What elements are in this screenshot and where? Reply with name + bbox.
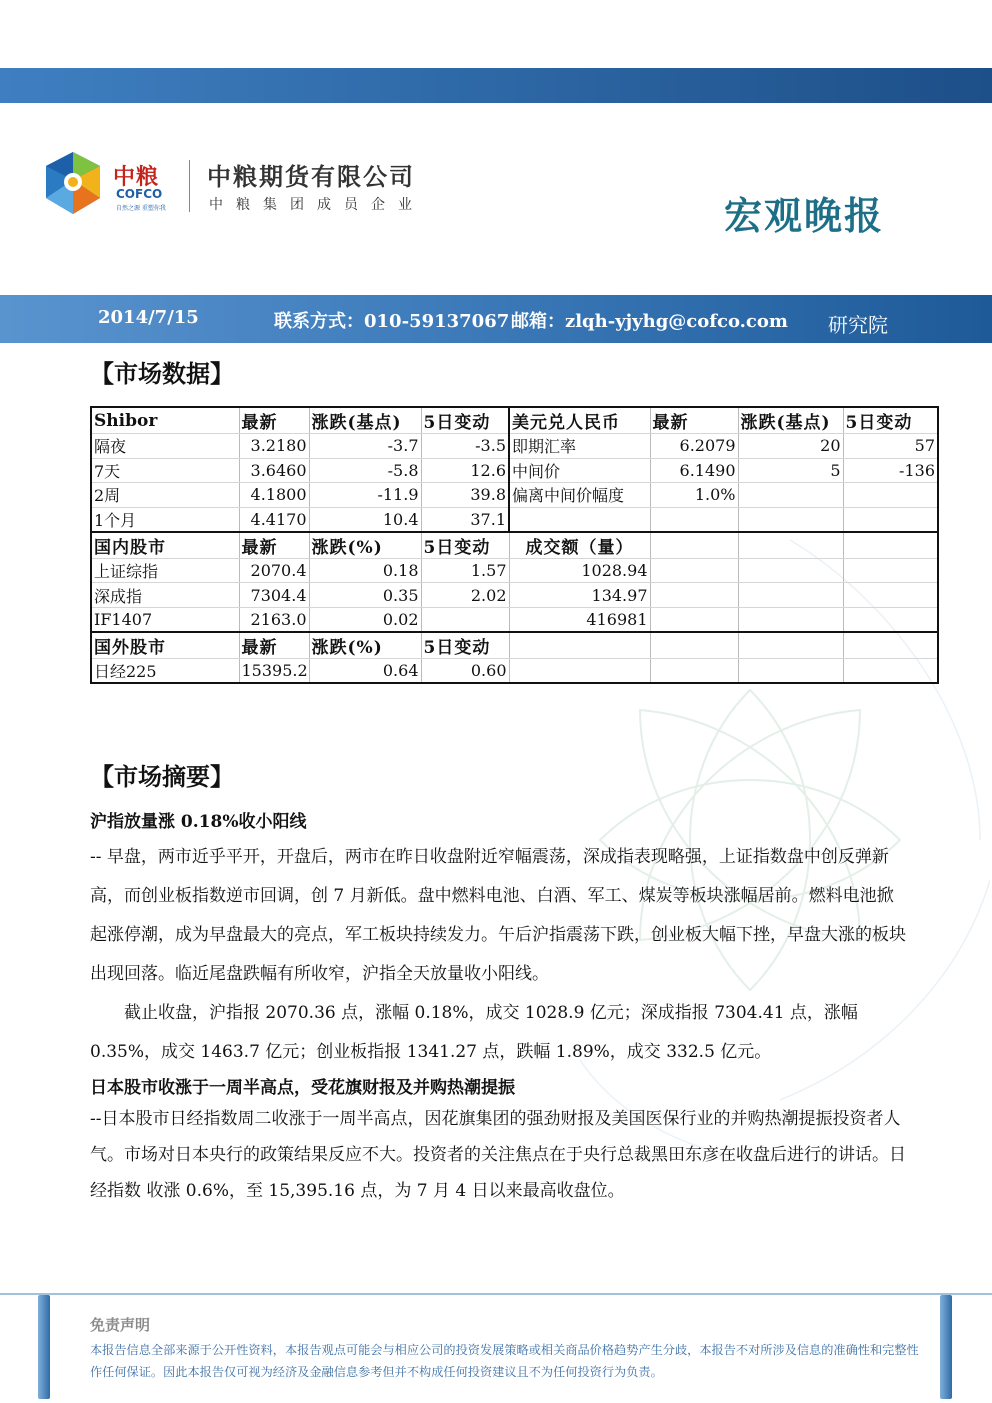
- footer-divider: [0, 1293, 992, 1295]
- table-cell: 3.2180: [239, 434, 309, 459]
- table-cell: -136: [843, 458, 938, 483]
- table-cell: 1.57: [421, 558, 509, 583]
- footer-right-bar: [940, 1295, 952, 1399]
- table-cell: 6.2079: [650, 434, 738, 459]
- table-cell: [650, 632, 738, 659]
- table-cell: 隔夜: [91, 434, 239, 459]
- summary-paragraph-1: -- 早盘，两市近乎平开，开盘后，两市在昨日收盘附近窄幅震荡，深成指表现略强，上证指数盘中创反弹新高，而创业板指数逆市回调，创 7 月新低。盘中燃料电池、白酒、军工、煤炭等板块涨幅居前。燃料电池掀起涨停潮，成为早盘最大的亮点，军工板块持续发力。午后沪指震荡下跌，创业板大幅下挫，早盘大涨的板块出现回落。临近尾盘跌幅有所收窄，沪指全天放量收小阳线。: [90, 847, 906, 984]
- table-cell: [843, 583, 938, 608]
- table-cell: -5.8: [309, 458, 421, 483]
- shibor-header: Shibor: [91, 407, 239, 434]
- table-cell: [421, 608, 509, 633]
- table-cell: 上证综指: [91, 558, 239, 583]
- table-cell: 4.4170: [239, 507, 309, 532]
- table-cell: 12.6: [421, 458, 509, 483]
- table-cell: [650, 532, 738, 559]
- table-row: [91, 558, 938, 583]
- summary-paragraph-2: 截止收盘，沪指报 2070.36 点，涨幅 0.18%，成交 1028.9 亿元；深成指报 7304.41 点，涨幅 0.35%，成交 1463.7 亿元；创业板指报 1341.27 点，跌幅 1.89%，成交 332.5 亿元。: [90, 1003, 858, 1062]
- logo-chinese-text: 中粮: [113, 165, 160, 190]
- market-summary-heading: 【市场摘要】: [90, 762, 234, 791]
- table-cell: [509, 507, 650, 532]
- table-cell: -11.9: [309, 483, 421, 508]
- table-cell: [650, 659, 738, 684]
- table-cell: [843, 608, 938, 633]
- company-subtitle: 中粮集团成员企业: [209, 197, 425, 213]
- table-cell: [509, 632, 650, 659]
- table-cell: [650, 608, 738, 633]
- table-cell: -3.5: [421, 434, 509, 459]
- table-row: [91, 458, 938, 483]
- table-cell: [843, 507, 938, 532]
- table-cell: 0.60: [421, 659, 509, 684]
- disclaimer-title: 免责声明: [90, 1316, 151, 1334]
- table-cell: [509, 659, 650, 684]
- usdcny-change-header: 涨跌(基点): [738, 407, 843, 434]
- cofco-logo-icon: [42, 150, 104, 216]
- table-cell: 7天: [91, 458, 239, 483]
- table-cell: 10.4: [309, 507, 421, 532]
- domestic-change-header: 涨跌(%): [309, 532, 421, 559]
- domestic-5d-header: 5日变动: [421, 532, 509, 559]
- table-cell: IF1407: [91, 608, 239, 633]
- table-row: [91, 434, 938, 459]
- table-cell: 0.35: [309, 583, 421, 608]
- table-cell: 深成指: [91, 583, 239, 608]
- table-row: [91, 583, 938, 608]
- shibor-5d-header: 5日变动: [421, 407, 509, 434]
- usdcny-5d-header: 5日变动: [843, 407, 938, 434]
- contact-email: 邮箱：zlqh-yjyhg@cofco.com: [511, 311, 788, 332]
- table-cell: [650, 507, 738, 532]
- table-cell: 2周: [91, 483, 239, 508]
- footer-left-bar: [38, 1295, 50, 1399]
- department-label: 研究院: [828, 313, 888, 337]
- table-cell: 3.6460: [239, 458, 309, 483]
- table-row: [91, 659, 938, 684]
- table-cell: 6.1490: [650, 458, 738, 483]
- report-date: 2014/7/15: [98, 307, 199, 328]
- table-cell: 2163.0: [239, 608, 309, 633]
- table-cell: 5: [738, 458, 843, 483]
- table-cell: 2070.4: [239, 558, 309, 583]
- table-row: [91, 483, 938, 508]
- table-row: [91, 507, 938, 532]
- table-cell: 416981: [509, 608, 650, 633]
- foreign-change-header: 涨跌(%): [309, 632, 421, 659]
- table-cell: 20: [738, 434, 843, 459]
- table-cell: 1028.94: [509, 558, 650, 583]
- table-cell: 134.97: [509, 583, 650, 608]
- summary-paragraph-3: --日本股市日经指数周二收涨于一周半高点，因花旗集团的强劲财报及美国医保行业的并购热潮提振投资者人气。市场对日本央行的政策结果反应不大。投资者的关注焦点在于央行总裁黑田东彦在收盘后进行的讲话。日经指数 收涨 0.6%，至 15,395.16 点，为 7 月 4 日以来最高收盘位。: [90, 1109, 906, 1201]
- table-cell: 0.64: [309, 659, 421, 684]
- domestic-latest-header: 最新: [239, 532, 309, 559]
- table-cell: 1个月: [91, 507, 239, 532]
- table-cell: 日经225: [91, 659, 239, 684]
- table-cell: [738, 507, 843, 532]
- table-cell: [738, 583, 843, 608]
- table-cell: 4.1800: [239, 483, 309, 508]
- foreign-header: 国外股市: [91, 632, 239, 659]
- table-cell: [650, 583, 738, 608]
- table-cell: 即期汇率: [509, 434, 650, 459]
- table-cell: 37.1: [421, 507, 509, 532]
- table-cell: [738, 659, 843, 684]
- foreign-5d-header: 5日变动: [421, 632, 509, 659]
- table-cell: 57: [843, 434, 938, 459]
- table-cell: [843, 532, 938, 559]
- logo-english-text: COFCO: [116, 187, 163, 201]
- table-cell: 7304.4: [239, 583, 309, 608]
- report-title: 宏观晚报: [724, 193, 885, 238]
- table-cell: [738, 558, 843, 583]
- table-cell: [843, 483, 938, 508]
- table-cell: [738, 532, 843, 559]
- top-banner-bar: [0, 68, 992, 103]
- table-row: [91, 407, 938, 434]
- table-cell: [738, 608, 843, 633]
- table-cell: 0.02: [309, 608, 421, 633]
- table-cell: 偏离中间价幅度: [509, 483, 650, 508]
- table-row: [91, 532, 938, 559]
- table-cell: 2.02: [421, 583, 509, 608]
- table-cell: 39.8: [421, 483, 509, 508]
- table-row: [91, 632, 938, 659]
- usdcny-latest-header: 最新: [650, 407, 738, 434]
- table-cell: [650, 558, 738, 583]
- usdcny-header: 美元兑人民币: [509, 407, 650, 434]
- domestic-header: 国内股市: [91, 532, 239, 559]
- table-cell: [843, 558, 938, 583]
- summary-subheading-1: 沪指放量涨 0.18%收小阳线: [90, 812, 307, 832]
- market-data-table: [90, 406, 939, 684]
- summary-subheading-2: 日本股市收涨于一周半高点，受花旗财报及并购热潮提振: [90, 1078, 515, 1098]
- table-cell: [843, 632, 938, 659]
- table-cell: 15395.2: [239, 659, 309, 684]
- table-cell: [738, 632, 843, 659]
- info-bar: [0, 295, 992, 343]
- table-cell: [738, 483, 843, 508]
- foreign-latest-header: 最新: [239, 632, 309, 659]
- table-cell: [843, 659, 938, 684]
- contact-phone: 联系方式：010-59137067: [274, 311, 510, 332]
- table-row: [91, 608, 938, 633]
- domestic-volume-header: 成交额（量）: [509, 532, 650, 559]
- company-name: 中粮期货有限公司: [207, 163, 415, 191]
- disclaimer-text: 本报告信息全部来源于公开性资料，本报告观点可能会与相应公司的投资发展策略或相关商品价格趋势产生分歧，本报告不对所涉及信息的准确性和完整性作任何保证。因此本报告仅可视为经济及金融信息参考但并不构成任何投资建议且不为任何投资行为负责。: [90, 1343, 919, 1379]
- table-cell: -3.7: [309, 434, 421, 459]
- shibor-latest-header: 最新: [239, 407, 309, 434]
- logo-divider: [189, 160, 190, 212]
- table-cell: 中间价: [509, 458, 650, 483]
- shibor-change-header: 涨跌(基点): [309, 407, 421, 434]
- table-cell: 1.0%: [650, 483, 738, 508]
- table-cell: 0.18: [309, 558, 421, 583]
- logo-tagline: 自然之源 重塑你我: [116, 205, 166, 212]
- market-data-heading: 【市场数据】: [90, 359, 234, 388]
